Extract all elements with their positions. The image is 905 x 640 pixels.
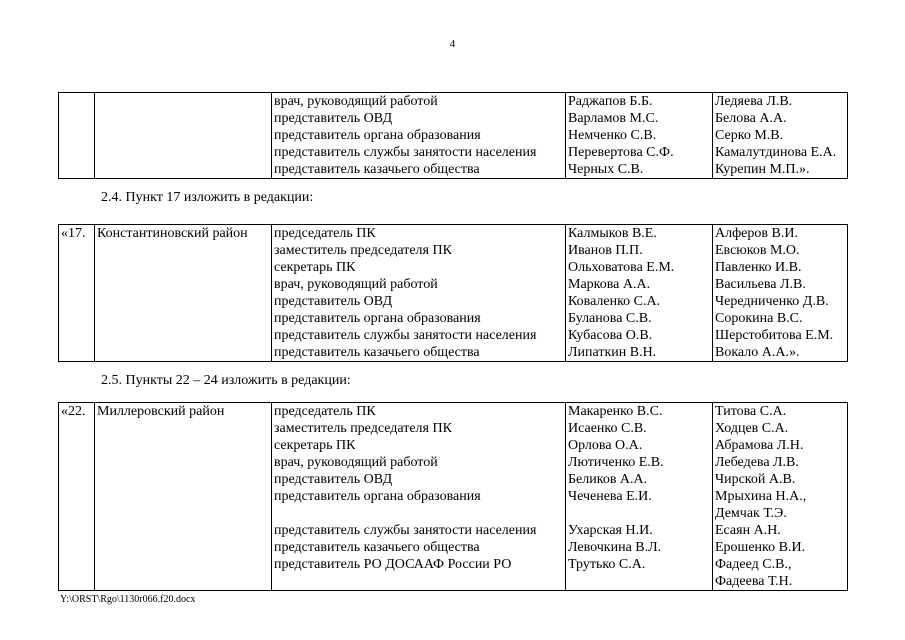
cell-line: Лютиченко Е.В.: [568, 455, 664, 470]
cell-line: Немченко С.В.: [568, 128, 657, 143]
cell-line: врач, руководящий работой: [274, 94, 438, 109]
page-number: 4: [449, 38, 456, 50]
cell-line: Беликов А.А.: [568, 472, 648, 487]
cell-line: Кубасова О.В.: [568, 328, 653, 343]
paragraph-2-5: 2.5. Пункты 22 – 24 изложить в редакции:: [101, 373, 351, 388]
cell-line: Курепин М.П.».: [715, 162, 810, 177]
cell-line: Алферов В.И.: [715, 226, 798, 241]
cell-line: Сорокина В.С.: [715, 311, 803, 326]
cell-line: Калмыков В.Е.: [568, 226, 657, 241]
cell-roles: [272, 403, 566, 591]
cell-district: [95, 93, 272, 179]
cell-line: Ерошенко В.И.: [715, 540, 806, 555]
cell-main-members: [566, 225, 713, 362]
cell-line: представитель органа образования: [274, 489, 481, 504]
cell-district: Миллеровский район: [95, 403, 272, 591]
cell-line: Белова А.А.: [715, 111, 787, 126]
cell-line: Ольховатова Е.М.: [568, 260, 675, 275]
cell-line: секретарь ПК: [274, 438, 356, 453]
cell-line: представитель службы занятости населения: [274, 328, 537, 343]
cell-district: Константиновский район: [95, 225, 272, 362]
cell-line: представитель ОВД: [274, 472, 393, 487]
cell-line: Перевертова С.Ф.: [568, 145, 674, 160]
cell-line: Раджапов Б.Б.: [568, 94, 653, 109]
cell-line: Мрыхина Н.А.,: [715, 489, 807, 504]
cell-main-members: [566, 93, 713, 179]
cell-line: Вокало А.А.».: [715, 345, 800, 360]
cell-line: Иванов П.П.: [568, 243, 643, 258]
cell-line: представитель ОВД: [274, 294, 393, 309]
cell-line: Ледяева Л.В.: [715, 94, 793, 109]
cell-line: Фадеева Т.Н.: [715, 574, 793, 589]
cell-num: «22.: [59, 403, 95, 591]
cell-line: представитель органа образования: [274, 311, 481, 326]
cell-line: Титова С.А.: [715, 404, 787, 419]
cell-line: председатель ПК: [274, 404, 376, 419]
cell-line: [568, 505, 710, 522]
cell-line: заместитель председателя ПК: [274, 421, 452, 436]
cell-line: представитель органа образования: [274, 128, 481, 143]
table-row: [59, 93, 848, 179]
cell-line: представитель казачьего общества: [274, 540, 480, 555]
cell-line: представитель службы занятости населения: [274, 523, 537, 538]
cell-line: представитель казачьего общества: [274, 345, 480, 360]
cell-roles: [272, 225, 566, 362]
cell-reserve-members: [713, 93, 848, 179]
table-row: [59, 403, 848, 591]
cell-line: Чередниченко Д.В.: [715, 294, 829, 309]
cell-reserve-members: [713, 403, 848, 591]
cell-line: [568, 573, 710, 590]
cell-line: Фадеед С.В.,: [715, 557, 792, 572]
cell-line: секретарь ПК: [274, 260, 356, 275]
footer-file-path: Y:\ORST\Rgo\1130r066.f20.docx: [60, 594, 196, 605]
cell-roles: [272, 93, 566, 179]
paragraph-2-4: 2.4. Пункт 17 изложить в редакции:: [101, 190, 314, 205]
table-continuation: [58, 92, 848, 179]
cell-num: [59, 93, 95, 179]
cell-line: представитель казачьего общества: [274, 162, 480, 177]
cell-line: представитель ОВД: [274, 111, 393, 126]
cell-line: [274, 573, 563, 590]
cell-line: врач, руководящий работой: [274, 455, 438, 470]
cell-line: врач, руководящий работой: [274, 277, 438, 292]
cell-line: Чеченева Е.И.: [568, 489, 652, 504]
cell-line: Маркова А.А.: [568, 277, 651, 292]
cell-line: Коваленко С.А.: [568, 294, 661, 309]
table-row: [59, 225, 848, 362]
cell-line: Есаян А.Н.: [715, 523, 781, 538]
cell-line: Макаренко В.С.: [568, 404, 663, 419]
cell-num: «17.: [59, 225, 95, 362]
cell-line: Буланова С.В.: [568, 311, 652, 326]
cell-line: Лебедева Л.В.: [715, 455, 799, 470]
cell-line: Ходцев С.А.: [715, 421, 789, 436]
cell-line: Левочкина В.Л.: [568, 540, 662, 555]
cell-line: [274, 505, 563, 522]
cell-line: Павленко И.В.: [715, 260, 802, 275]
cell-line: Чирской А.В.: [715, 472, 796, 487]
cell-line: Липаткин В.Н.: [568, 345, 657, 360]
cell-line: Варламов М.С.: [568, 111, 659, 126]
table-millerovsky: [58, 402, 848, 591]
cell-line: представитель РО ДОСААФ России РО: [274, 557, 512, 572]
cell-line: представитель службы занятости населения: [274, 145, 537, 160]
cell-line: Трутько С.А.: [568, 557, 646, 572]
cell-reserve-members: [713, 225, 848, 362]
table-konstantinovsky: [58, 224, 848, 362]
cell-line: Исаенко С.В.: [568, 421, 647, 436]
cell-line: Ухарская Н.И.: [568, 523, 653, 538]
cell-line: председатель ПК: [274, 226, 376, 241]
cell-line: заместитель председателя ПК: [274, 243, 452, 258]
cell-line: Камалутдинова Е.А.: [715, 145, 837, 160]
cell-line: Серко М.В.: [715, 128, 784, 143]
cell-line: Черных С.В.: [568, 162, 644, 177]
cell-line: Орлова О.А.: [568, 438, 643, 453]
cell-line: Шерстобитова Е.М.: [715, 328, 834, 343]
cell-main-members: [566, 403, 713, 591]
cell-line: Абрамова Л.Н.: [715, 438, 804, 453]
cell-line: Васильева Л.В.: [715, 277, 806, 292]
cell-line: Евсюков М.О.: [715, 243, 800, 258]
cell-line: Демчак Т.Э.: [715, 506, 787, 521]
